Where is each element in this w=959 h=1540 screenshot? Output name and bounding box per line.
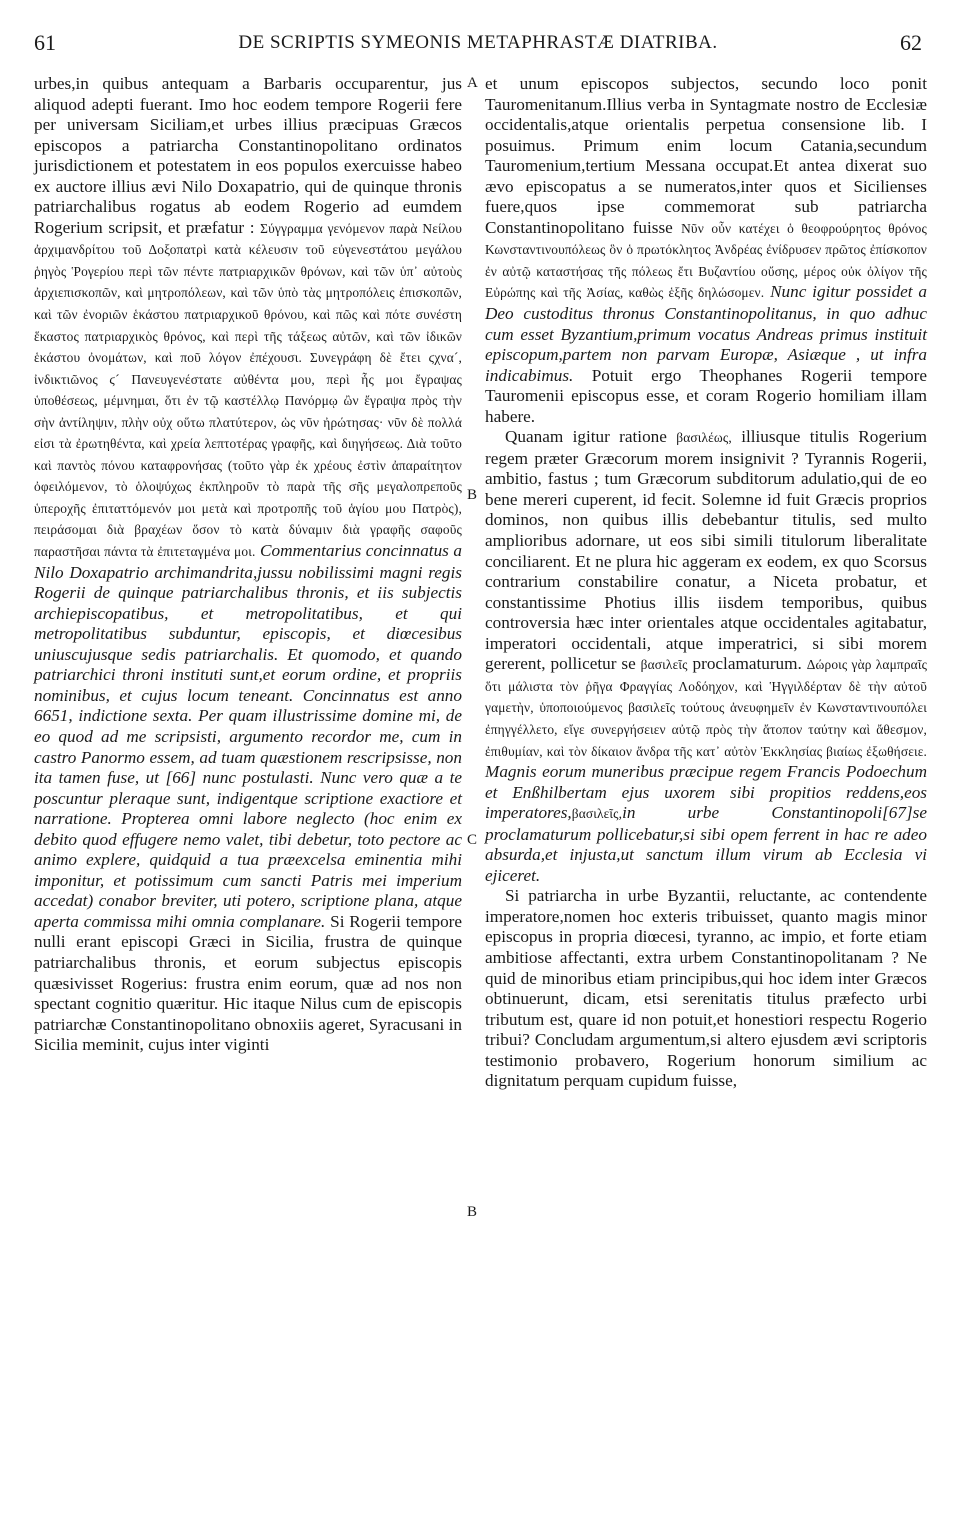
latin-translation-constantinople: Nunc igitur possidet a Deo custoditus thronus Constantinopolitanus, in quo adhuc cum esset Byzantium,primum vocatus Andreas primus instituit episcopum,partem non parvam Europæ, Asiæque , ut infra indicabimus.: [485, 282, 927, 385]
latin-translation-photius-end: in urbe Constantinopoli[67]se proclamaturum pollicebatur,si sibi opem ferrent in hac re adeo absurda,et injusta,ut sanctum illum virum ab Ecclesia vi ejiceret.: [485, 803, 927, 885]
left-p1-text: urbes,in quibus antequam a Barbaris occuparentur, jus aliquod adepti fuerant. Imo hoc eodem tempore Rogerii fere per universam Siciliam,et urbes illius præcipuas Græcos episcopos a patriarcha Constantinopolitano ordinatos jurisdictionem et potestatem in eos populos exercuisse habeo ex auctore illius ævi Nilo Doxapatrio, qui de quinque thronis patriarchalibus rogatus ab eodem Rogerio ad eumdem Rogerium scripsit, et præfatur :: [34, 74, 462, 237]
latin-translation-photius: Magnis eorum muneribus præcipue regem Francis Podoechum et Enßhilbertam ejus uxorem sibi propitios reddens,eos imperatores,: [485, 762, 927, 823]
latin-translation-nilus: Commentarius concinnatus a Nilo Doxapatrio archimandrita,jussu nobilissimi magni regis Rogerii de quinque patriarchalibus thronis, et iis subjectis archiepiscopatibus, et metropolitatibus, et qui metropolitatibus subduntur, episcopis, et diœcesibus uniuscujusque sedis patriarchalis. Et quomodo, et quando patriarchici throni instituti sunt,et eorum ordine, et propriis nominibus, et cujus locum teneant. Concinnatus est anno 6651, indictione sexta. Per quam illustrissime domine mi, de eo quod ad me scripsisti, argumento recordor me, cum in castro Panormo essem, ad tuam quæstionem rescripsisse, non ita tamen fuse, ut [66] nunc postulasti. Nunc vero quæ a te poscuntur pleraque sunt, indigentque scriptione exactiore et narratione. Propterea omni labore neglecto (hoc enim ex debito quod effugere nemo valet, tibi debetur, toto pectore ac animo explere, quidquid a tua præexcelsa eminentia mihi imponitur, et potissimum cum sancti Patris mei imperium accedat) conabor breviter, uti potero, scriptione plana, atque aperta commissa mihi omnia complanare.: [34, 541, 462, 931]
left-column: [34, 74, 462, 1056]
margin-marker-a: A: [467, 75, 478, 91]
right-p1-text: et unum episcopos subjectos, secundo loco ponit Tauromenitanum.Illius verba in Syntagmate nostro de Ecclesiæ occidentalis,atque orientalis perpetua consensione lib. I posuimus. Primum enim locum Catania,secundum Tauromenium,tertium Messana occupat.Et antea dixerat suo ævo episcopatus a se numeratos,inter quos et Sicilienses fuere,quos ipse commemorat sub patriarcha Constantinopolitano fuisse: [485, 74, 927, 237]
running-header: [34, 30, 922, 60]
right-paragraph-3: [485, 886, 927, 1091]
margin-marker-b-second: B: [467, 1204, 478, 1220]
right-p2-proclamaturum: proclamaturum.: [692, 654, 802, 674]
margin-marker-c: C: [467, 832, 478, 848]
margin-marker-b: B: [467, 487, 478, 503]
greek-word-basileos: βασιλέως,: [676, 430, 732, 446]
page-number-right: 62: [900, 30, 922, 55]
greek-quotation-photius: Δώροις γὰρ λαμπραῖς ὅτι μάλιστα τὸν ῥῆγα Φραγγίας Λοδόηχον, καὶ Ἡγγιλδέρταν δὲ τὴν αὐτοῦ γαμετὴν, ὑποποιούμενος βασιλεῖς τούτους ἀνευφημεῖν ἐν Κωνσταντινουπόλει ἐπηγγέλλετο, εἴγε συνεργήσειεν αὐτῷ πρὸς τὴν ἄτοπον ταύτην καὶ ἄθεσμον, ἐπιθυμίαν, καὶ τὸν δίκαιον ἄνδρα τῆς κατ᾽ αὐτὸν Ἐκκλησίας βιαίως ἐξωθήσειε.: [485, 657, 928, 759]
left-p2-text: Si Rogerii tempore nulli erant episcopi Græci in Sicilia, frustra de quinque patriarchalibus thronis, et eorum subjectus episcopis quæsivisset Rogerius: frustra enim eorum, quæ ad nos non spectant cognitio quæritur. Hic itaque Nilus cum de episcopis patriarchæ Constantinopolitano obnoxiis ageret, Syracusani in Sicilia meminit, cujus inter viginti: [34, 911, 463, 1055]
greek-quotation-nilus: Σύγγραμμα γενόμενον παρὰ Νείλου ἀρχιμανδρίτου τοῦ Δοξοπατρὶ κατὰ κέλευσιν τοῦ εὐγενεστάτου μεγάλου ῥηγὸς Ῥογερίου περὶ τῶν πέντε πατριαρχικῶν θρόνων, καὶ τῶν ὑπ᾽ αὐτοὺς ἀρχιεπισκοπῶν, καὶ μητροπόλεων, καὶ τῶν ὑπὸ τὰς μητροπόλεις ἐπισκοπῶν, καὶ τῶν ἐνοριῶν ἑκάστου πατριαρχικοῦ θρόνου, καὶ πῶς καὶ πότε συνέστη ἕκαστος πατριαρχικὸς θρόνος, καὶ περὶ τῆς τάξεως αὐτῶν, καὶ τῶν ἰδικῶν ἑκάστου ὀνομάτων, καὶ ποῦ λόγον ἐπέχουσι. Συνεγράφη δὲ ἔτει ϛχνα´, ἰνδικτιῶνος ϛ´ Πανευγενέστατε αὐθέντα μου, περὶ ἧς μοι ἔγραψας ὑποθέσεως, μέμνημαι, ὅτι ἐν τῷ καστέλλῳ Πανόρμῳ ὢν ἔγραψα πρὸς τὴν σὴν ἀντίληψιν, πλὴν οὐχ οὕτω πλατύτερον, ὡς νῦν ἠρώτησας· νῦν δὲ πολλά εἰσι τὰ ἐρωτηθέντα, καὶ χρεία λεπτοτέρας γραφῆς, καὶ διηγήσεως. Διὰ τοῦτο καὶ παντὸς πόνου καταφρονήσας (τοῦτο γὰρ ἐκ χρέους ἐστὶν ἀπαραίτητον ὀφειλόμενον, τὸ ὁλοψύχως ἐκπληροῦν τὸ παρὰ τῆς σῆς μεγαλοπρεποῦς ὑπεροχῆς ἐπιταττόμενόν μοι μετὰ καὶ προτροπῆς τοῦ ἁγίου μου Πατρὸς), πειράσομαι διὰ βραχέων ὅσον τὸ κατὰ δύναμιν διὰ γραφῆς σαφοῦς παραστῆσαι πάντα τὰ ἐπιτεταγμένα μοι.: [34, 220, 462, 560]
right-paragraph-2: [485, 427, 927, 886]
greek-word-basileis-inline: βασιλεῖς,: [571, 806, 623, 822]
right-p3-text: Si patriarcha in urbe Byzantii, reluctante, ac contendente imperatore,nomen hoc exteris tribuisset, quanto magis minor episcopus in propria diœcesi, tyranno, ac impio, et forte etiam ambitiose affectanti, extra urbem Constantinopolitanam ? Ne quid de minoribus etiam principibus,qui hoc idem inter Græcos obtinuerunt, dicam, etsi serenitatis titulus præfecto urbi tributum est, quare id non potuit,et honestiori respectu Rogerio tribui? Concludam argumentum,si altero ejusdem ævi scriptoris testimonio probavero, Rogerium honorum similium ac dignitatum perquam cupidum fuisse,: [485, 886, 927, 1091]
left-paragraph-1: [34, 74, 462, 1056]
greek-quotation-constantinople: Νῦν οὖν κατέχει ὁ θεοφρούρητος θρόνος Κωνσταντινουπόλεως ὃν ὁ πρωτόκλητος Ἀνδρέας ἐνίδρυσεν πρῶτος ἐπίσκοπον ἐν αὐτῷ καταστήσας τῆς πόλεως ἔτι Βυζαντίου οὔσης, μέρος οὐκ ὀλίγον τῆς Εὐρώπης καὶ τῆς Ἀσίας, καθὼς ἑξῆς δηλώσομεν.: [485, 220, 927, 301]
greek-word-basileis: βασιλεῖς: [640, 657, 688, 673]
right-paragraph-1: [485, 74, 927, 427]
right-column: [485, 74, 927, 1092]
page-number-left: 61: [34, 30, 56, 55]
right-p2-body: illiusque titulis Rogerium regem præter Græcorum morem insignivit ? Tyrannis Rogerii, ambitio, fastus ; tum Græcorum subditorum adulatio,qui de eo bene mereri cuperent, id fecit. Solemne id fuit Græcis proprios dominos, non quibus illis debebantur titulis, sed multo amplioribus adornare, ut eos sibi simili titulorum liberalitate conciliarent. Et ne plura hic aggeram ex eodem, ex quo Scorsus contrarium constabilire conatur, a Niceta probatur, et constantissime Photius illis iisdem temporibus, quibus controversia hæc inter orientales atque occidentales agitabatur, imperatori occidentali, atque imperatrici, si sibi morem gererent, pollicetur se: [485, 427, 928, 674]
right-p1-conclusion: Potuit ergo Theophanes Rogerii tempore Tauromenii episcopus esse, et coram Rogerio homiliam illam habere.: [485, 365, 927, 426]
right-p2-intro: Quanam igitur ratione: [505, 427, 667, 447]
running-title: DE SCRIPTIS SYMEONIS METAPHRASTÆ DIATRIBA.: [238, 32, 718, 53]
